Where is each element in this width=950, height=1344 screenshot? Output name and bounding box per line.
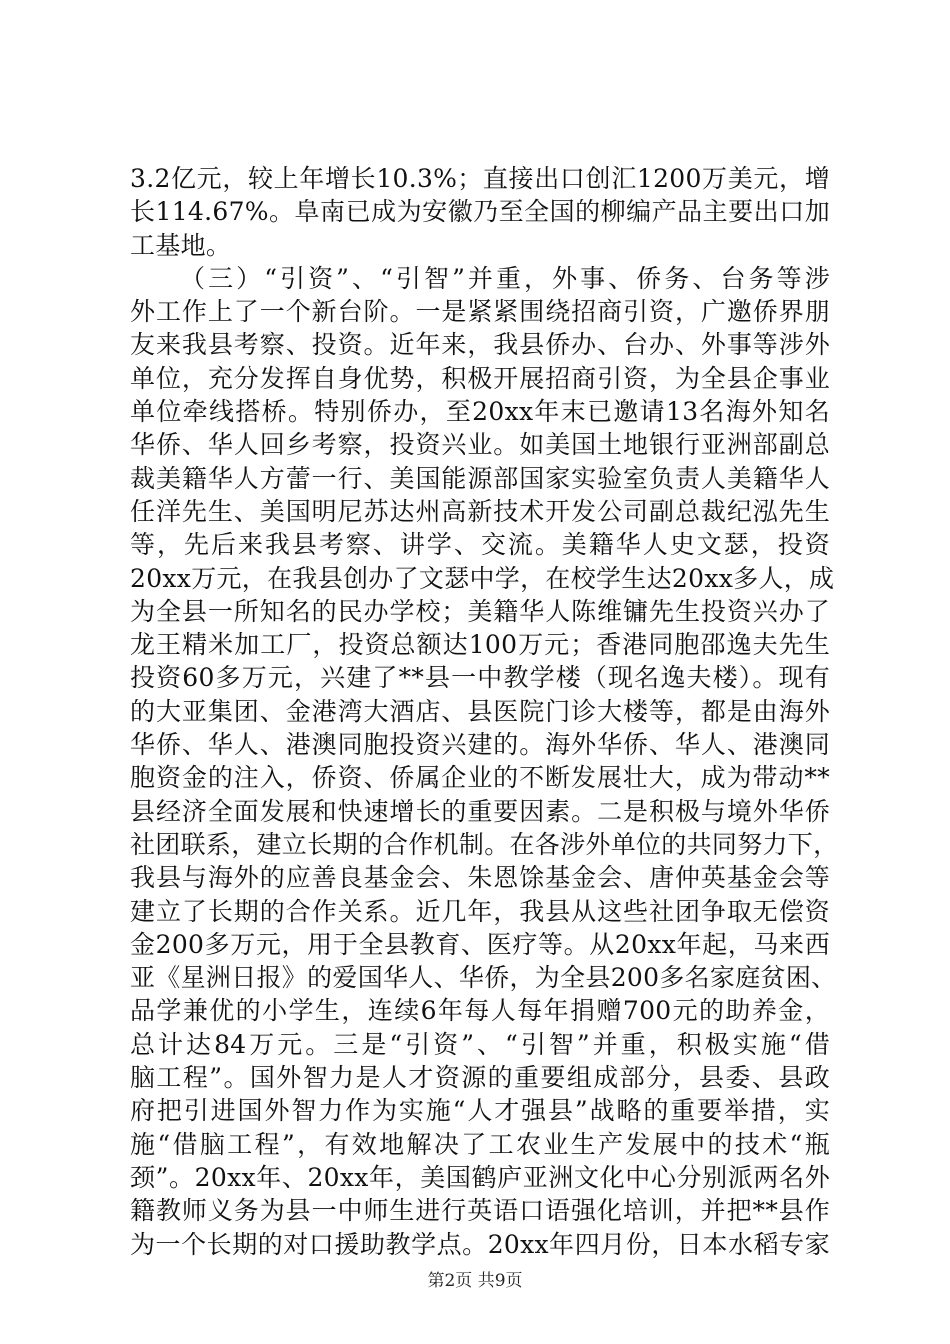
- text-line: 建立了长期的合作关系。近几年，我县从这些社团争取无偿资: [130, 896, 830, 926]
- page-number-footer: 第2页 共9页: [427, 1271, 523, 1291]
- text-line: 的大亚集团、金港湾大酒店、县医院门诊大楼等，都是由海外: [130, 696, 830, 726]
- text-line: 龙王精米加工厂，投资总额达100万元；香港同胞邵逸夫先生: [130, 630, 830, 660]
- text-line: 华侨、华人、港澳同胞投资兴建的。海外华侨、华人、港澳同: [130, 730, 830, 760]
- text-line: 单位牵线搭桥。特别侨办，至20xx年末已邀请13名海外知名: [130, 397, 830, 427]
- text-line: 社团联系，建立长期的合作机制。在各涉外单位的共同努力下，: [130, 829, 839, 859]
- text-line: 3.2亿元，较上年增长10.3%；直接出口创汇1200万美元，增: [130, 164, 830, 193]
- text-line: 单位，充分发挥自身优势，积极开展招商引资，为全县企事业: [130, 363, 830, 393]
- text-line: 亚《星洲日报》的爱国华人、华侨，为全县200多名家庭贫困、: [130, 963, 837, 993]
- text-line: 等，先后来我县考察、讲学、交流。美籍华人史文瑟，投资: [130, 530, 830, 560]
- text-line: 长114.67%。阜南已成为安徽乃至全国的柳编产品主要出口加: [130, 197, 830, 227]
- text-line: 外工作上了一个新台阶。一是紧紧围绕招商引资，广邀侨界朋: [130, 297, 830, 327]
- text-line: 为全县一所知名的民办学校；美籍华人陈维镛先生投资兴办了: [130, 596, 830, 626]
- body-text: [130, 162, 839, 1261]
- text-line: 投资60多万元，兴建了**县一中教学楼（现名逸夫楼）。现有: [130, 663, 830, 693]
- text-line: 为一个长期的对口援助教学点。20xx年四月份，日本水稻专家: [130, 1229, 830, 1259]
- text-line: 施“借脑工程”，有效地解决了工农业生产发展中的技术“瓶: [130, 1129, 830, 1159]
- text-line: 友来我县考察、投资。近年来，我县侨办、台办、外事等涉外: [130, 330, 830, 360]
- text-line: 任洋先生、美国明尼苏达州高新技术开发公司副总裁纪泓先生: [130, 496, 830, 526]
- text-line: 金200多万元，用于全县教育、医疗等。从20xx年起，马来西: [130, 929, 830, 959]
- text-line: 颈”。20xx年、20xx年，美国鹤庐亚洲文化中心分别派两名外: [130, 1162, 830, 1192]
- text-line: 县经济全面发展和快速增长的重要因素。二是积极与境外华侨: [130, 796, 830, 826]
- text-line: 裁美籍华人方蕾一行、美国能源部国家实验室负责人美籍华人: [130, 463, 830, 493]
- text-line: 胞资金的注入，侨资、侨属企业的不断发展壮大，成为带动**: [130, 763, 830, 793]
- text-line: 籍教师义务为县一中师生进行英语口语强化培训，并把**县作: [130, 1196, 830, 1226]
- text-line: 总计达84万元。三是“引资”、“引智”并重，积极实施“借: [130, 1029, 830, 1059]
- text-line: 20xx万元，在我县创办了文瑟中学，在校学生达20xx多人，成: [130, 563, 835, 593]
- text-line: 脑工程”。国外智力是人才资源的重要组成部分，县委、县政: [130, 1063, 830, 1093]
- text-line: 品学兼优的小学生，连续6年每人每年捐赠700元的助养金，: [130, 996, 830, 1026]
- text-line: 府把引进国外智力作为实施“人才强县”战略的重要举措，实: [130, 1096, 830, 1126]
- text-line: 华侨、华人回乡考察，投资兴业。如美国土地银行亚洲部副总: [130, 430, 830, 460]
- text-line: 我县与海外的应善良基金会、朱恩馀基金会、唐仲英基金会等: [130, 863, 830, 893]
- paragraph-start-line: （三）“引资”、“引智”并重，外事、侨务、台务等涉: [180, 263, 830, 293]
- text-line: 工基地。: [130, 230, 232, 260]
